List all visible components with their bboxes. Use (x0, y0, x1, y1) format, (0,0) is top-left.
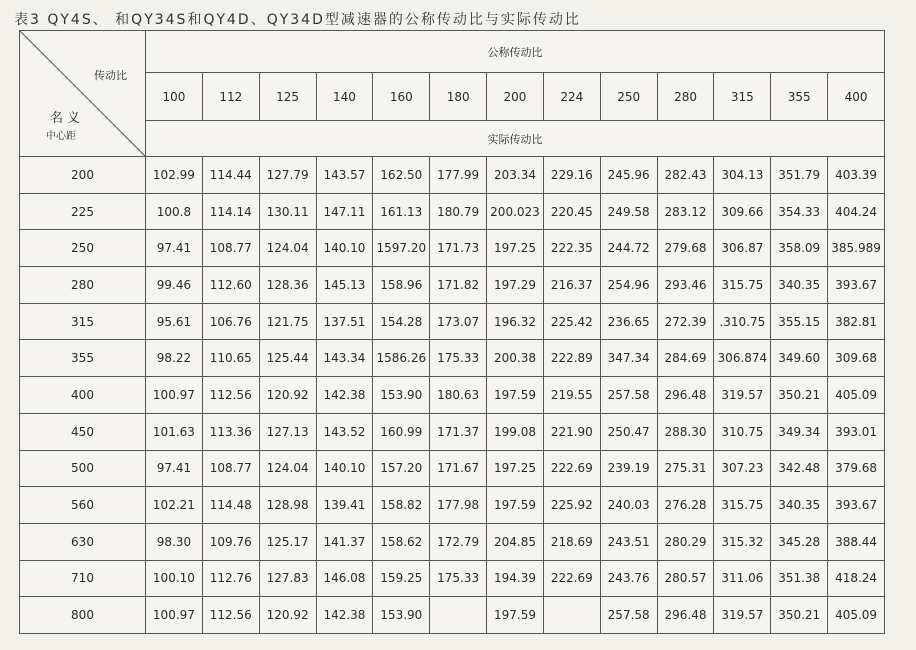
actual-ratio-cell: 342.48 (771, 450, 828, 487)
center-distance-cell: 450 (20, 413, 146, 450)
actual-ratio-cell: 102.99 (146, 157, 203, 194)
actual-ratio-cell: 121.75 (259, 303, 316, 340)
actual-ratio-cell: 282.43 (657, 157, 714, 194)
table-row (20, 487, 885, 524)
table-row (20, 597, 885, 634)
actual-ratio-cell: 140.10 (316, 230, 373, 267)
actual-ratio-cell: 418.24 (828, 560, 885, 597)
corner-ratio-label: 传动比 (94, 69, 127, 82)
nominal-ratio-cell: 250 (600, 73, 657, 121)
center-distance-cell: 630 (20, 523, 146, 560)
actual-ratio-cell: 173.07 (430, 303, 487, 340)
actual-ratio-cell: 221.90 (543, 413, 600, 450)
actual-ratio-cell: 354.33 (771, 193, 828, 230)
table-body (20, 157, 885, 634)
actual-ratio-cell: 160.99 (373, 413, 430, 450)
actual-ratio-cell: 154.28 (373, 303, 430, 340)
actual-ratio-cell: 204.85 (487, 523, 544, 560)
actual-ratio-cell: 128.98 (259, 487, 316, 524)
center-distance-cell: 280 (20, 267, 146, 304)
actual-ratio-cell: 141.37 (316, 523, 373, 560)
actual-ratio-cell: 127.83 (259, 560, 316, 597)
actual-ratio-cell: 175.33 (430, 340, 487, 377)
actual-ratio-cell: 114.48 (202, 487, 259, 524)
nominal-ratio-cell: 224 (543, 73, 600, 121)
actual-ratio-cell: 222.69 (543, 560, 600, 597)
actual-ratio-cell: 279.68 (657, 230, 714, 267)
actual-ratio-cell: 245.96 (600, 157, 657, 194)
actual-ratio-cell: 177.98 (430, 487, 487, 524)
actual-ratio-cell: 220.45 (543, 193, 600, 230)
nominal-ratio-cell: 140 (316, 73, 373, 121)
actual-ratio-cell: 158.62 (373, 523, 430, 560)
center-distance-cell: 315 (20, 303, 146, 340)
center-distance-cell: 400 (20, 377, 146, 414)
actual-ratio-cell: 306.874 (714, 340, 771, 377)
actual-ratio-cell: 309.66 (714, 193, 771, 230)
actual-ratio-cell: 197.59 (487, 597, 544, 634)
actual-ratio-cell: 97.41 (146, 450, 203, 487)
actual-ratio-cell: 280.57 (657, 560, 714, 597)
actual-ratio-cell: 393.67 (828, 487, 885, 524)
actual-ratio-cell: 114.44 (202, 157, 259, 194)
actual-ratio-cell: 222.35 (543, 230, 600, 267)
actual-ratio-cell: 257.58 (600, 377, 657, 414)
actual-ratio-cell: 197.59 (487, 487, 544, 524)
actual-ratio-cell: 405.09 (828, 377, 885, 414)
table-row (20, 340, 885, 377)
actual-ratio-cell: 272.39 (657, 303, 714, 340)
actual-ratio-cell: 197.29 (487, 267, 544, 304)
actual-ratio-cell: 405.09 (828, 597, 885, 634)
actual-ratio-cell: 143.52 (316, 413, 373, 450)
actual-ratio-cell: 100.8 (146, 193, 203, 230)
actual-ratio-cell: 222.89 (543, 340, 600, 377)
actual-ratio-cell: 124.04 (259, 230, 316, 267)
actual-ratio-cell: 172.79 (430, 523, 487, 560)
actual-ratio-cell: 97.41 (146, 230, 203, 267)
actual-ratio-cell: 106.76 (202, 303, 259, 340)
actual-ratio-cell: 351.38 (771, 560, 828, 597)
actual-ratio-cell: 403.39 (828, 157, 885, 194)
actual-ratio-cell: 146.08 (316, 560, 373, 597)
actual-ratio-cell: 145.13 (316, 267, 373, 304)
nominal-ratio-cell: 125 (259, 73, 316, 121)
actual-ratio-cell: 307.23 (714, 450, 771, 487)
actual-ratio-cell: 139.41 (316, 487, 373, 524)
transmission-ratio-table (19, 30, 885, 634)
actual-ratio-cell: 340.35 (771, 267, 828, 304)
actual-ratio-cell: 142.38 (316, 597, 373, 634)
actual-ratio-cell: 319.57 (714, 597, 771, 634)
actual-ratio-cell: 143.57 (316, 157, 373, 194)
actual-ratio-cell: 143.34 (316, 340, 373, 377)
actual-ratio-cell: 225.92 (543, 487, 600, 524)
center-distance-cell: 560 (20, 487, 146, 524)
actual-ratio-cell: 101.63 (146, 413, 203, 450)
table-row (20, 560, 885, 597)
actual-ratio-cell: 199.08 (487, 413, 544, 450)
nominal-ratio-cell: 200 (487, 73, 544, 121)
actual-ratio-header: 实际传动比 (146, 121, 885, 157)
actual-ratio-cell: 200.023 (487, 193, 544, 230)
actual-ratio-cell: 112.56 (202, 597, 259, 634)
actual-ratio-cell: 222.69 (543, 450, 600, 487)
actual-ratio-cell: 98.30 (146, 523, 203, 560)
actual-ratio-cell: 153.90 (373, 377, 430, 414)
actual-ratio-cell: 114.14 (202, 193, 259, 230)
center-distance-cell: 225 (20, 193, 146, 230)
nominal-ratio-cell: 355 (771, 73, 828, 121)
actual-ratio-cell: 249.58 (600, 193, 657, 230)
actual-ratio-cell: 296.48 (657, 377, 714, 414)
actual-ratio-cell: 385.989 (828, 230, 885, 267)
actual-ratio-cell: 100.10 (146, 560, 203, 597)
nominal-ratio-header: 公称传动比 (146, 31, 885, 73)
table-row (20, 303, 885, 340)
actual-ratio-cell: 304.13 (714, 157, 771, 194)
actual-ratio-cell: 159.25 (373, 560, 430, 597)
actual-ratio-cell: 197.25 (487, 450, 544, 487)
table-title: 表3 QY4S、 和QY34S和QY4D、QY34D型减速器的公称传动比与实际传动比 (14, 12, 581, 28)
actual-ratio-cell: 345.28 (771, 523, 828, 560)
table-row (20, 267, 885, 304)
center-distance-cell: 200 (20, 157, 146, 194)
actual-ratio-cell: 349.60 (771, 340, 828, 377)
actual-ratio-cell: 95.61 (146, 303, 203, 340)
actual-ratio-cell: 347.34 (600, 340, 657, 377)
table-row (20, 413, 885, 450)
actual-ratio-cell: 100.97 (146, 377, 203, 414)
actual-ratio-cell: 393.01 (828, 413, 885, 450)
actual-ratio-cell: 243.51 (600, 523, 657, 560)
actual-ratio-cell: 100.97 (146, 597, 203, 634)
actual-ratio-cell: 196.32 (487, 303, 544, 340)
actual-ratio-cell: 128.36 (259, 267, 316, 304)
nominal-ratio-cell: 315 (714, 73, 771, 121)
actual-ratio-cell: 244.72 (600, 230, 657, 267)
actual-ratio-cell: 309.68 (828, 340, 885, 377)
actual-ratio-cell: 203.34 (487, 157, 544, 194)
actual-ratio-cell: 108.77 (202, 230, 259, 267)
actual-ratio-cell: 157.20 (373, 450, 430, 487)
actual-ratio-cell: 99.46 (146, 267, 203, 304)
actual-ratio-cell: 158.96 (373, 267, 430, 304)
actual-ratio-cell: 275.31 (657, 450, 714, 487)
actual-ratio-cell: 239.19 (600, 450, 657, 487)
actual-ratio-cell: 120.92 (259, 597, 316, 634)
actual-ratio-cell: 315.75 (714, 267, 771, 304)
actual-ratio-cell: 240.03 (600, 487, 657, 524)
actual-ratio-cell: 293.46 (657, 267, 714, 304)
nominal-ratio-cell: 100 (146, 73, 203, 121)
actual-ratio-cell: 349.34 (771, 413, 828, 450)
actual-ratio-cell: 112.60 (202, 267, 259, 304)
actual-ratio-cell: 147.11 (316, 193, 373, 230)
actual-ratio-cell: 229.16 (543, 157, 600, 194)
actual-ratio-cell: 254.96 (600, 267, 657, 304)
actual-ratio-cell: 288.30 (657, 413, 714, 450)
actual-ratio-cell: 404.24 (828, 193, 885, 230)
actual-ratio-cell: 219.55 (543, 377, 600, 414)
actual-ratio-cell: 243.76 (600, 560, 657, 597)
nominal-ratio-cell: 280 (657, 73, 714, 121)
center-distance-cell: 250 (20, 230, 146, 267)
actual-ratio-cell: 113.36 (202, 413, 259, 450)
actual-ratio-cell: 218.69 (543, 523, 600, 560)
nominal-ratio-row (20, 73, 885, 121)
actual-ratio-cell: 315.32 (714, 523, 771, 560)
actual-ratio-cell: 197.25 (487, 230, 544, 267)
actual-ratio-cell: 283.12 (657, 193, 714, 230)
actual-ratio-cell: 250.47 (600, 413, 657, 450)
actual-ratio-cell: 350.21 (771, 597, 828, 634)
actual-ratio-cell: 382.81 (828, 303, 885, 340)
actual-ratio-cell: 236.65 (600, 303, 657, 340)
actual-ratio-cell: 280.29 (657, 523, 714, 560)
actual-ratio-cell: 175.33 (430, 560, 487, 597)
corner-name-label: 名义 (50, 111, 85, 126)
actual-ratio-cell: 388.44 (828, 523, 885, 560)
actual-ratio-cell: 216.37 (543, 267, 600, 304)
actual-ratio-cell: 120.92 (259, 377, 316, 414)
actual-ratio-cell: 379.68 (828, 450, 885, 487)
table-row (20, 450, 885, 487)
nominal-ratio-cell: 160 (373, 73, 430, 121)
center-distance-cell: 500 (20, 450, 146, 487)
actual-ratio-cell: 393.67 (828, 267, 885, 304)
actual-ratio-cell: 319.57 (714, 377, 771, 414)
actual-ratio-cell: 158.82 (373, 487, 430, 524)
actual-ratio-cell: 180.63 (430, 377, 487, 414)
actual-ratio-cell: 350.21 (771, 377, 828, 414)
actual-ratio-cell: 112.56 (202, 377, 259, 414)
actual-ratio-cell: 125.44 (259, 340, 316, 377)
actual-ratio-cell: 140.10 (316, 450, 373, 487)
actual-ratio-cell: 127.13 (259, 413, 316, 450)
actual-ratio-cell: 162.50 (373, 157, 430, 194)
actual-ratio-cell: 177.99 (430, 157, 487, 194)
actual-ratio-cell: 153.90 (373, 597, 430, 634)
actual-ratio-cell: 110.65 (202, 340, 259, 377)
actual-ratio-cell (543, 597, 600, 634)
actual-ratio-cell: 197.59 (487, 377, 544, 414)
actual-ratio-cell: 102.21 (146, 487, 203, 524)
table-row (20, 523, 885, 560)
diagonal-divider (20, 31, 145, 156)
actual-ratio-cell (430, 597, 487, 634)
actual-ratio-cell: 161.13 (373, 193, 430, 230)
center-distance-cell: 710 (20, 560, 146, 597)
actual-ratio-cell: 98.22 (146, 340, 203, 377)
actual-ratio-cell: 171.82 (430, 267, 487, 304)
center-distance-cell: 800 (20, 597, 146, 634)
actual-ratio-cell: 311.06 (714, 560, 771, 597)
nominal-ratio-cell: 112 (202, 73, 259, 121)
actual-ratio-cell: 257.58 (600, 597, 657, 634)
actual-ratio-cell: 142.38 (316, 377, 373, 414)
actual-ratio-cell: 315.75 (714, 487, 771, 524)
actual-ratio-cell: 200.38 (487, 340, 544, 377)
nominal-ratio-cell: 400 (828, 73, 885, 121)
table-row (20, 377, 885, 414)
actual-ratio-cell: .310.75 (714, 303, 771, 340)
actual-ratio-cell: 296.48 (657, 597, 714, 634)
table-row (20, 157, 885, 194)
actual-ratio-cell: 276.28 (657, 487, 714, 524)
corner-header-cell (20, 31, 146, 157)
actual-ratio-cell: 194.39 (487, 560, 544, 597)
actual-ratio-cell: 125.17 (259, 523, 316, 560)
actual-ratio-cell: 130.11 (259, 193, 316, 230)
table-row (20, 230, 885, 267)
actual-ratio-cell: 108.77 (202, 450, 259, 487)
actual-ratio-cell: 171.73 (430, 230, 487, 267)
actual-ratio-cell: 180.79 (430, 193, 487, 230)
actual-ratio-cell: 351.79 (771, 157, 828, 194)
nominal-ratio-cell: 180 (430, 73, 487, 121)
actual-ratio-cell: 225.42 (543, 303, 600, 340)
actual-ratio-cell: 112.76 (202, 560, 259, 597)
actual-ratio-cell: 306.87 (714, 230, 771, 267)
actual-ratio-cell: 284.69 (657, 340, 714, 377)
corner-center-distance-label: 中心距 (46, 131, 76, 142)
actual-ratio-cell: 109.76 (202, 523, 259, 560)
actual-ratio-cell: 171.37 (430, 413, 487, 450)
center-distance-cell: 355 (20, 340, 146, 377)
actual-ratio-cell: 124.04 (259, 450, 316, 487)
actual-ratio-cell: 358.09 (771, 230, 828, 267)
actual-ratio-cell: 137.51 (316, 303, 373, 340)
actual-ratio-cell: 1597.20 (373, 230, 430, 267)
actual-ratio-cell: 340.35 (771, 487, 828, 524)
actual-ratio-cell: 171.67 (430, 450, 487, 487)
actual-ratio-cell: 127.79 (259, 157, 316, 194)
actual-ratio-cell: 355.15 (771, 303, 828, 340)
table-row (20, 193, 885, 230)
actual-ratio-cell: 1586.26 (373, 340, 430, 377)
actual-ratio-cell: 310.75 (714, 413, 771, 450)
